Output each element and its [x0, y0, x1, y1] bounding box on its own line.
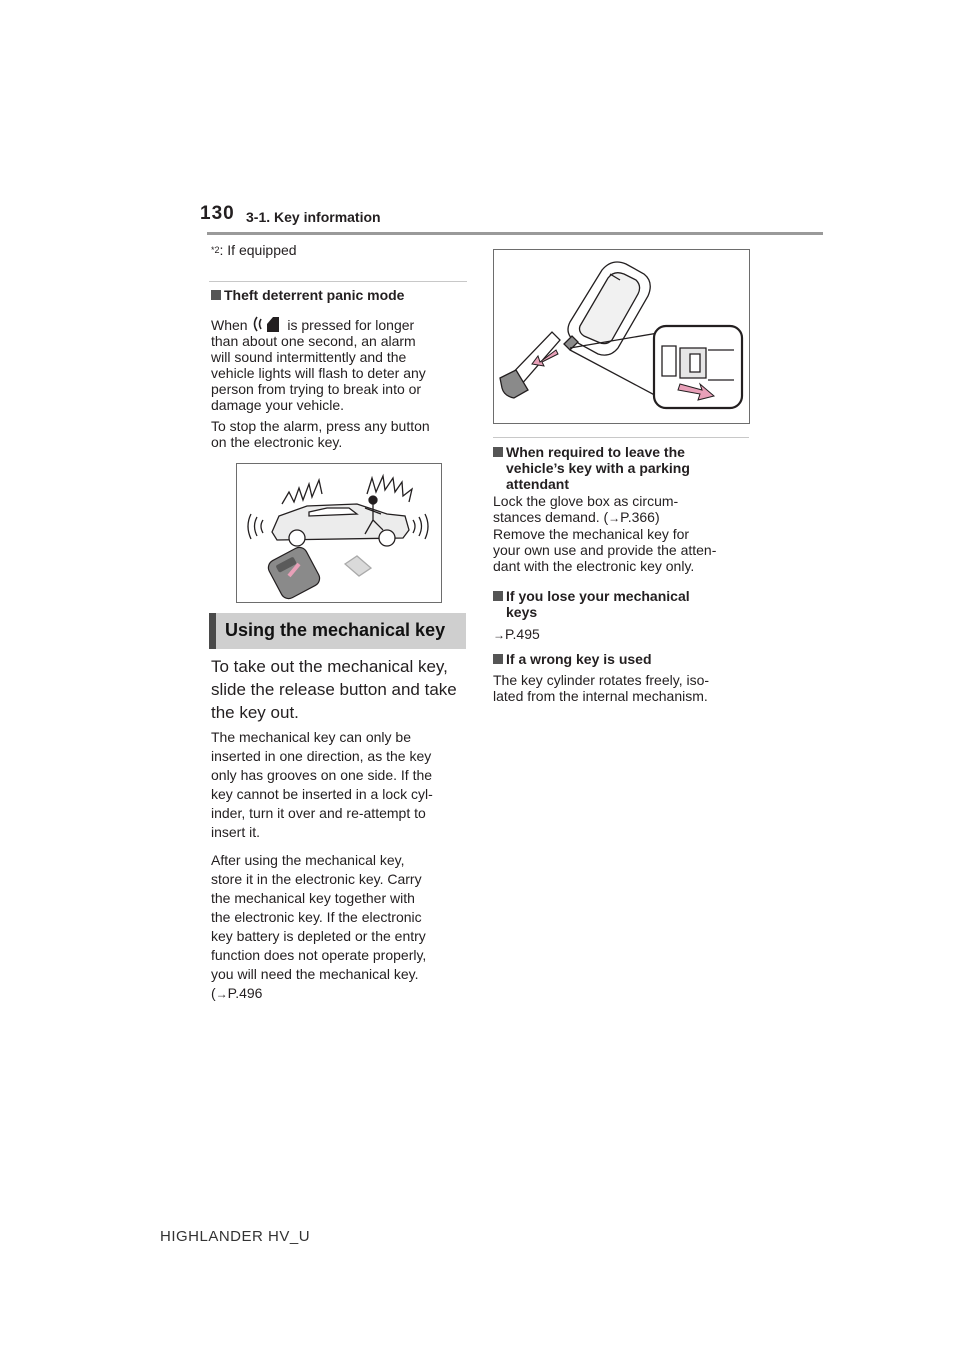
square-bullet-icon: [493, 591, 503, 601]
wrong-paragraph: [493, 672, 758, 704]
theft-paragraph: [211, 315, 481, 450]
text-line: lated from the internal mechanism.: [493, 688, 708, 704]
text-line: will sound intermittently and the: [211, 349, 407, 365]
arrow-icon: →: [215, 987, 228, 1001]
heading-line: When required to leave the: [506, 444, 685, 460]
footnote-text: : If equipped: [219, 242, 297, 258]
text-line: on the electronic key.: [211, 434, 343, 450]
lose-ref: [493, 626, 540, 643]
text-line: After using the mechanical key,: [211, 852, 405, 868]
lose-heading: [493, 588, 753, 620]
text-line: than about one second, an alarm: [211, 333, 416, 349]
attendant-heading: [493, 444, 753, 492]
text-line: vehicle lights will flash to deter any: [211, 365, 426, 381]
text-line: Remove the mechanical key for: [493, 526, 690, 542]
text-line: Lock the glove box as circum-: [493, 493, 679, 509]
heading-line: vehicle’s key with a parking: [506, 460, 690, 476]
mechanical-key-illustration: [493, 249, 750, 424]
page-ref-link[interactable]: P.496: [227, 985, 263, 1001]
wrong-heading: [493, 651, 652, 667]
mech-lead: [211, 655, 481, 724]
text-line: only has grooves on one side. If the: [211, 767, 433, 783]
text-line: dant with the electronic key only.: [493, 558, 695, 574]
section-divider: [493, 437, 749, 438]
header-divider: [207, 232, 823, 235]
text-line: the key out.: [211, 703, 299, 722]
section-banner: [209, 613, 466, 649]
panic-alarm-illustration: [236, 463, 442, 603]
heading-line: keys: [506, 604, 538, 620]
heading-line: attendant: [506, 476, 569, 492]
text-line: To stop the alarm, press any button: [211, 418, 430, 434]
text-line: stances demand. (: [493, 509, 609, 525]
text-line: store it in the electronic key. Carry: [211, 871, 422, 887]
car-alarm-drawing: [237, 464, 441, 602]
text-line: person from trying to break into or: [211, 381, 422, 397]
text-line: your own use and provide the atten-: [493, 542, 717, 558]
text-line: the mechanical key together with: [211, 890, 415, 906]
theft-title: Theft deterrent panic mode: [224, 287, 405, 303]
page-number: 130: [200, 203, 235, 224]
footnote: [211, 242, 297, 258]
arrow-icon: →: [608, 511, 621, 525]
attendant-paragraph: [493, 493, 758, 574]
square-bullet-icon: [493, 447, 503, 457]
section-title: 3-1. Key information: [246, 209, 381, 225]
text-line: slide the release button and take: [211, 680, 457, 699]
page-ref-link[interactable]: P.495: [505, 626, 540, 642]
arrow-icon: →: [493, 628, 505, 642]
page-ref-link[interactable]: P.366): [620, 509, 660, 525]
text-line: the electronic key. If the electronic: [211, 909, 422, 925]
text-line: inserted in one direction, as the key: [211, 748, 432, 764]
banner-title: Using the mechanical key: [225, 620, 446, 640]
footnote-marker: *2: [211, 245, 220, 255]
section-divider: [209, 281, 467, 282]
mech-paragraph-2: After using the mechanical key, store it in the electronic key. Carry the mechanical key together with the electronic key. If the electronic key battery is depleted or the entry function does not operate properly, you will need the mechanical key. (→P.496: [211, 851, 481, 1004]
theft-p1-end: is pressed for longer: [287, 317, 415, 333]
text-line: you will need the mechanical key.: [211, 966, 419, 982]
text-line: function does not operate properly,: [211, 947, 427, 963]
mech-paragraph-1: [211, 728, 481, 842]
text-line: key battery is depleted or the entry: [211, 928, 426, 944]
key-removal-drawing: [494, 250, 749, 423]
text-line: The mechanical key can only be: [211, 729, 411, 745]
heading-line: If you lose your mechanical: [506, 588, 690, 604]
text-line: insert it.: [211, 824, 261, 840]
square-bullet-icon: [493, 654, 503, 664]
footer-model: HIGHLANDER HV_U: [160, 1228, 311, 1245]
text-line: inder, turn it over and re-attempt to: [211, 805, 426, 821]
wrong-title: If a wrong key is used: [506, 651, 652, 667]
panic-button-icon: [251, 315, 283, 333]
square-bullet-icon: [211, 290, 221, 300]
text-line: To take out the mechanical key,: [211, 657, 448, 676]
text-line: The key cylinder rotates freely, iso-: [493, 672, 710, 688]
text-line: key cannot be inserted in a lock cyl-: [211, 786, 433, 802]
text-line: damage your vehicle.: [211, 397, 345, 413]
theft-heading: [211, 287, 404, 303]
theft-p1-start: When: [211, 317, 248, 333]
